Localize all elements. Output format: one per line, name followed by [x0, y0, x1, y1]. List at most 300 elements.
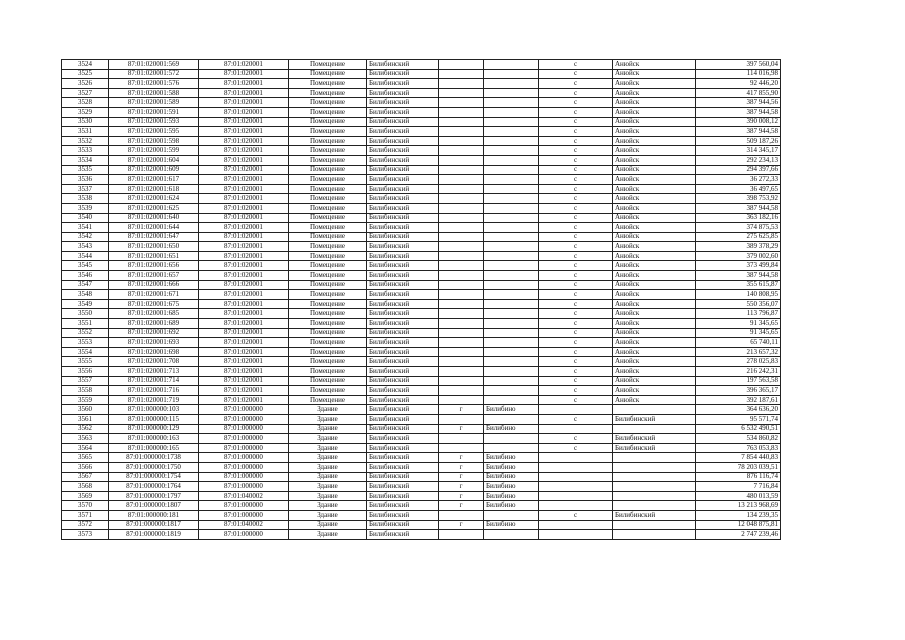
table-row	[62, 319, 781, 329]
cadastral-block-cell: 87:01:020001	[199, 319, 289, 329]
object-type-cell: Помещение	[289, 290, 367, 300]
object-type-cell: Помещение	[289, 146, 367, 156]
cadastral-value-cell: 374 875,53	[696, 223, 781, 233]
city-name-cell	[484, 69, 539, 79]
settlement-name-cell: Билибинский	[613, 510, 696, 520]
city-name-cell	[484, 213, 539, 223]
cadastral-value-table	[61, 59, 781, 540]
settlement-type-cell	[539, 501, 613, 511]
settlement-name-cell: Анюйск	[613, 299, 696, 309]
settlement-name-cell: Анюйск	[613, 395, 696, 405]
object-type-cell: Здание	[289, 462, 367, 472]
city-name-cell	[484, 261, 539, 271]
city-type-cell	[439, 127, 484, 137]
cadastral-number-cell: 87:01:000000:1754	[109, 472, 199, 482]
table-row	[62, 88, 781, 98]
object-type-cell: Помещение	[289, 184, 367, 194]
cadastral-value-cell: 373 499,84	[696, 261, 781, 271]
city-name-cell: Билибино	[484, 520, 539, 530]
district-cell: Билибинский	[367, 530, 439, 540]
table-row	[62, 395, 781, 405]
cadastral-number-cell: 87:01:020001:569	[109, 60, 199, 70]
city-type-cell: г	[439, 424, 484, 434]
cadastral-number-cell: 87:01:020001:599	[109, 146, 199, 156]
object-type-cell: Помещение	[289, 232, 367, 242]
settlement-name-cell: Анюйск	[613, 213, 696, 223]
object-type-cell: Здание	[289, 414, 367, 424]
city-name-cell	[484, 223, 539, 233]
city-name-cell	[484, 414, 539, 424]
row-number-cell: 3543	[62, 242, 109, 252]
cadastral-value-cell: 550 356,07	[696, 299, 781, 309]
city-name-cell	[484, 328, 539, 338]
district-cell: Билибинский	[367, 367, 439, 377]
city-name-cell	[484, 290, 539, 300]
cadastral-block-cell: 87:01:020001	[199, 367, 289, 377]
object-type-cell: Помещение	[289, 357, 367, 367]
city-type-cell	[439, 347, 484, 357]
cadastral-number-cell: 87:01:000000:1817	[109, 520, 199, 530]
settlement-name-cell: Анюйск	[613, 271, 696, 281]
cadastral-number-cell: 87:01:020001:609	[109, 165, 199, 175]
object-type-cell: Здание	[289, 443, 367, 453]
settlement-name-cell: Анюйск	[613, 309, 696, 319]
city-type-cell	[439, 223, 484, 233]
object-type-cell: Здание	[289, 510, 367, 520]
cadastral-block-cell: 87:01:020001	[199, 261, 289, 271]
row-number-cell: 3564	[62, 443, 109, 453]
cadastral-block-cell: 87:01:020001	[199, 309, 289, 319]
cadastral-number-cell: 87:01:020001:719	[109, 395, 199, 405]
district-cell: Билибинский	[367, 453, 439, 463]
city-name-cell	[484, 175, 539, 185]
district-cell: Билибинский	[367, 165, 439, 175]
cadastral-number-cell: 87:01:020001:640	[109, 213, 199, 223]
district-cell: Билибинский	[367, 395, 439, 405]
object-type-cell: Помещение	[289, 127, 367, 137]
cadastral-block-cell: 87:01:000000	[199, 530, 289, 540]
city-type-cell	[439, 299, 484, 309]
district-cell: Билибинский	[367, 386, 439, 396]
city-type-cell	[439, 60, 484, 70]
cadastral-value-cell: 387 944,58	[696, 107, 781, 117]
row-number-cell: 3561	[62, 414, 109, 424]
cadastral-block-cell: 87:01:000000	[199, 405, 289, 415]
cadastral-block-cell: 87:01:020001	[199, 376, 289, 386]
object-type-cell: Помещение	[289, 194, 367, 204]
city-name-cell: Билибино	[484, 472, 539, 482]
object-type-cell: Помещение	[289, 69, 367, 79]
row-number-cell: 3545	[62, 261, 109, 271]
city-name-cell	[484, 146, 539, 156]
object-type-cell: Здание	[289, 424, 367, 434]
row-number-cell: 3559	[62, 395, 109, 405]
cadastral-number-cell: 87:01:020001:713	[109, 367, 199, 377]
object-type-cell: Помещение	[289, 98, 367, 108]
table-row	[62, 376, 781, 386]
object-type-cell: Помещение	[289, 386, 367, 396]
city-type-cell	[439, 232, 484, 242]
row-number-cell: 3544	[62, 251, 109, 261]
row-number-cell: 3535	[62, 165, 109, 175]
table-row	[62, 453, 781, 463]
district-cell: Билибинский	[367, 127, 439, 137]
cadastral-value-cell: 379 002,60	[696, 251, 781, 261]
district-cell: Билибинский	[367, 472, 439, 482]
cadastral-value-cell: 278 025,83	[696, 357, 781, 367]
row-number-cell: 3573	[62, 530, 109, 540]
district-cell: Билибинский	[367, 261, 439, 271]
table-row	[62, 127, 781, 137]
cadastral-block-cell: 87:01:020001	[199, 194, 289, 204]
settlement-name-cell: Анюйск	[613, 261, 696, 271]
cadastral-value-cell: 114 016,98	[696, 69, 781, 79]
cadastral-number-cell: 87:01:020001:644	[109, 223, 199, 233]
settlement-type-cell: с	[539, 136, 613, 146]
cadastral-block-cell: 87:01:000000	[199, 434, 289, 444]
cadastral-block-cell: 87:01:020001	[199, 136, 289, 146]
settlement-type-cell: с	[539, 107, 613, 117]
row-number-cell: 3528	[62, 98, 109, 108]
cadastral-number-cell: 87:01:020001:598	[109, 136, 199, 146]
district-cell: Билибинский	[367, 146, 439, 156]
settlement-type-cell	[539, 482, 613, 492]
row-number-cell: 3526	[62, 79, 109, 89]
city-name-cell	[484, 319, 539, 329]
cadastral-value-cell: 213 657,32	[696, 347, 781, 357]
table-row	[62, 261, 781, 271]
district-cell: Билибинский	[367, 98, 439, 108]
settlement-name-cell	[613, 472, 696, 482]
row-number-cell: 3532	[62, 136, 109, 146]
cadastral-block-cell: 87:01:020001	[199, 395, 289, 405]
settlement-name-cell	[613, 424, 696, 434]
object-type-cell: Помещение	[289, 299, 367, 309]
cadastral-number-cell: 87:01:020001:689	[109, 319, 199, 329]
settlement-name-cell: Анюйск	[613, 175, 696, 185]
cadastral-number-cell: 87:01:020001:656	[109, 261, 199, 271]
row-number-cell: 3562	[62, 424, 109, 434]
object-type-cell: Помещение	[289, 79, 367, 89]
table-row	[62, 175, 781, 185]
cadastral-value-cell: 534 860,82	[696, 434, 781, 444]
cadastral-value-cell: 509 187,26	[696, 136, 781, 146]
cadastral-number-cell: 87:01:020001:618	[109, 184, 199, 194]
settlement-type-cell: с	[539, 328, 613, 338]
object-type-cell: Помещение	[289, 242, 367, 252]
settlement-name-cell: Анюйск	[613, 319, 696, 329]
settlement-type-cell: с	[539, 194, 613, 204]
settlement-name-cell	[613, 501, 696, 511]
city-name-cell	[484, 242, 539, 252]
cadastral-value-cell: 197 563,58	[696, 376, 781, 386]
table-row	[62, 347, 781, 357]
object-type-cell: Помещение	[289, 251, 367, 261]
settlement-type-cell: с	[539, 213, 613, 223]
settlement-type-cell: с	[539, 338, 613, 348]
cadastral-number-cell: 87:01:020001:593	[109, 117, 199, 127]
table-row	[62, 136, 781, 146]
cadastral-block-cell: 87:01:020001	[199, 79, 289, 89]
table-row	[62, 242, 781, 252]
settlement-name-cell: Анюйск	[613, 98, 696, 108]
cadastral-block-cell: 87:01:020001	[199, 155, 289, 165]
district-cell: Билибинский	[367, 491, 439, 501]
settlement-type-cell: с	[539, 319, 613, 329]
city-name-cell	[484, 136, 539, 146]
table-row	[62, 213, 781, 223]
cadastral-block-cell: 87:01:020001	[199, 107, 289, 117]
city-name-cell	[484, 338, 539, 348]
table-row	[62, 184, 781, 194]
district-cell: Билибинский	[367, 223, 439, 233]
table-row	[62, 232, 781, 242]
city-type-cell	[439, 184, 484, 194]
table-row	[62, 299, 781, 309]
city-type-cell	[439, 414, 484, 424]
cadastral-number-cell: 87:01:000000:165	[109, 443, 199, 453]
cadastral-block-cell: 87:01:020001	[199, 223, 289, 233]
city-type-cell	[439, 251, 484, 261]
cadastral-block-cell: 87:01:020001	[199, 146, 289, 156]
row-number-cell: 3554	[62, 347, 109, 357]
settlement-name-cell	[613, 405, 696, 415]
cadastral-number-cell: 87:01:020001:572	[109, 69, 199, 79]
city-type-cell	[439, 510, 484, 520]
settlement-name-cell: Анюйск	[613, 251, 696, 261]
district-cell: Билибинский	[367, 280, 439, 290]
city-name-cell	[484, 251, 539, 261]
settlement-type-cell	[539, 462, 613, 472]
cadastral-number-cell: 87:01:020001:675	[109, 299, 199, 309]
cadastral-number-cell: 87:01:020001:692	[109, 328, 199, 338]
settlement-type-cell	[539, 453, 613, 463]
cadastral-number-cell: 87:01:020001:708	[109, 357, 199, 367]
object-type-cell: Здание	[289, 491, 367, 501]
district-cell: Билибинский	[367, 319, 439, 329]
cadastral-number-cell: 87:01:000000:1819	[109, 530, 199, 540]
city-name-cell: Билибино	[484, 462, 539, 472]
cadastral-number-cell: 87:01:020001:685	[109, 309, 199, 319]
cadastral-block-cell: 87:01:020001	[199, 203, 289, 213]
cadastral-number-cell: 87:01:020001:647	[109, 232, 199, 242]
city-name-cell: Билибино	[484, 453, 539, 463]
settlement-type-cell: с	[539, 127, 613, 137]
settlement-name-cell: Анюйск	[613, 117, 696, 127]
city-type-cell	[439, 530, 484, 540]
district-cell: Билибинский	[367, 271, 439, 281]
row-number-cell: 3567	[62, 472, 109, 482]
district-cell: Билибинский	[367, 242, 439, 252]
settlement-type-cell: с	[539, 165, 613, 175]
table-row	[62, 520, 781, 530]
district-cell: Билибинский	[367, 60, 439, 70]
settlement-type-cell: с	[539, 203, 613, 213]
cadastral-value-cell: 396 365,17	[696, 386, 781, 396]
cadastral-value-cell: 876 116,74	[696, 472, 781, 482]
city-type-cell	[439, 290, 484, 300]
table-row	[62, 117, 781, 127]
cadastral-block-cell: 87:01:000000	[199, 453, 289, 463]
table-row	[62, 424, 781, 434]
settlement-name-cell: Анюйск	[613, 347, 696, 357]
city-type-cell	[439, 175, 484, 185]
settlement-type-cell: с	[539, 309, 613, 319]
settlement-type-cell: с	[539, 184, 613, 194]
cadastral-block-cell: 87:01:000000	[199, 462, 289, 472]
settlement-type-cell: с	[539, 146, 613, 156]
city-type-cell	[439, 194, 484, 204]
row-number-cell: 3531	[62, 127, 109, 137]
object-type-cell: Помещение	[289, 338, 367, 348]
settlement-type-cell: с	[539, 443, 613, 453]
settlement-type-cell: с	[539, 223, 613, 233]
district-cell: Билибинский	[367, 175, 439, 185]
cadastral-value-cell: 7 716,84	[696, 482, 781, 492]
cadastral-number-cell: 87:01:000000:129	[109, 424, 199, 434]
object-type-cell: Помещение	[289, 203, 367, 213]
settlement-name-cell: Анюйск	[613, 194, 696, 204]
city-type-cell	[439, 69, 484, 79]
city-type-cell: г	[439, 472, 484, 482]
cadastral-block-cell: 87:01:020001	[199, 165, 289, 175]
cadastral-value-cell: 417 855,90	[696, 88, 781, 98]
city-name-cell	[484, 155, 539, 165]
cadastral-block-cell: 87:01:040002	[199, 520, 289, 530]
cadastral-value-cell: 355 615,87	[696, 280, 781, 290]
object-type-cell: Помещение	[289, 395, 367, 405]
row-number-cell: 3538	[62, 194, 109, 204]
cadastral-block-cell: 87:01:000000	[199, 443, 289, 453]
cadastral-number-cell: 87:01:020001:716	[109, 386, 199, 396]
cadastral-block-cell: 87:01:020001	[199, 271, 289, 281]
row-number-cell: 3540	[62, 213, 109, 223]
row-number-cell: 3553	[62, 338, 109, 348]
table-row	[62, 501, 781, 511]
object-type-cell: Здание	[289, 530, 367, 540]
row-number-cell: 3525	[62, 69, 109, 79]
cadastral-value-cell: 91 345,65	[696, 319, 781, 329]
cadastral-block-cell: 87:01:020001	[199, 60, 289, 70]
district-cell: Билибинский	[367, 232, 439, 242]
table-row	[62, 434, 781, 444]
city-name-cell	[484, 530, 539, 540]
city-type-cell: г	[439, 453, 484, 463]
table-row	[62, 146, 781, 156]
settlement-type-cell	[539, 530, 613, 540]
cadastral-value-cell: 294 397,66	[696, 165, 781, 175]
cadastral-number-cell: 87:01:000000:163	[109, 434, 199, 444]
city-type-cell: г	[439, 491, 484, 501]
cadastral-number-cell: 87:01:000000:1750	[109, 462, 199, 472]
settlement-name-cell: Анюйск	[613, 88, 696, 98]
city-type-cell	[439, 146, 484, 156]
cadastral-value-cell: 363 182,16	[696, 213, 781, 223]
cadastral-block-cell: 87:01:020001	[199, 88, 289, 98]
table-row	[62, 223, 781, 233]
settlement-name-cell	[613, 520, 696, 530]
city-type-cell	[439, 242, 484, 252]
city-name-cell	[484, 395, 539, 405]
object-type-cell: Здание	[289, 482, 367, 492]
table-row	[62, 414, 781, 424]
table-row	[62, 251, 781, 261]
city-name-cell	[484, 280, 539, 290]
cadastral-block-cell: 87:01:020001	[199, 386, 289, 396]
cadastral-block-cell: 87:01:020001	[199, 347, 289, 357]
settlement-type-cell: с	[539, 98, 613, 108]
row-number-cell: 3534	[62, 155, 109, 165]
cadastral-value-cell: 78 203 039,51	[696, 462, 781, 472]
row-number-cell: 3549	[62, 299, 109, 309]
settlement-name-cell	[613, 491, 696, 501]
cadastral-value-cell: 387 944,58	[696, 203, 781, 213]
table-row	[62, 203, 781, 213]
row-number-cell: 3547	[62, 280, 109, 290]
city-name-cell	[484, 443, 539, 453]
settlement-name-cell: Анюйск	[613, 232, 696, 242]
cadastral-block-cell: 87:01:020001	[199, 251, 289, 261]
city-name-cell	[484, 386, 539, 396]
settlement-name-cell: Анюйск	[613, 376, 696, 386]
city-name-cell	[484, 367, 539, 377]
object-type-cell: Помещение	[289, 261, 367, 271]
cadastral-number-cell: 87:01:020001:693	[109, 338, 199, 348]
district-cell: Билибинский	[367, 299, 439, 309]
cadastral-value-cell: 314 345,17	[696, 146, 781, 156]
settlement-type-cell: с	[539, 69, 613, 79]
cadastral-value-cell: 397 560,04	[696, 60, 781, 70]
cadastral-value-cell: 65 740,11	[696, 338, 781, 348]
table-row	[62, 405, 781, 415]
object-type-cell: Здание	[289, 472, 367, 482]
row-number-cell: 3571	[62, 510, 109, 520]
city-name-cell	[484, 376, 539, 386]
city-type-cell	[439, 98, 484, 108]
settlement-type-cell: с	[539, 357, 613, 367]
cadastral-block-cell: 87:01:020001	[199, 357, 289, 367]
object-type-cell: Здание	[289, 501, 367, 511]
settlement-type-cell: с	[539, 175, 613, 185]
cadastral-number-cell: 87:01:020001:624	[109, 194, 199, 204]
table-row	[62, 510, 781, 520]
settlement-name-cell	[613, 530, 696, 540]
cadastral-value-cell: 364 636,20	[696, 405, 781, 415]
cadastral-value-cell: 216 242,31	[696, 367, 781, 377]
settlement-name-cell	[613, 453, 696, 463]
settlement-name-cell	[613, 462, 696, 472]
district-cell: Билибинский	[367, 69, 439, 79]
settlement-type-cell: с	[539, 386, 613, 396]
settlement-type-cell: с	[539, 117, 613, 127]
city-name-cell	[484, 117, 539, 127]
cadastral-value-cell: 387 944,56	[696, 98, 781, 108]
cadastral-value-cell: 390 008,12	[696, 117, 781, 127]
table-row	[62, 98, 781, 108]
table-row	[62, 386, 781, 396]
settlement-type-cell	[539, 424, 613, 434]
city-type-cell	[439, 357, 484, 367]
table-row	[62, 443, 781, 453]
settlement-name-cell: Анюйск	[613, 60, 696, 70]
cadastral-block-cell: 87:01:020001	[199, 117, 289, 127]
district-cell: Билибинский	[367, 251, 439, 261]
object-type-cell: Помещение	[289, 328, 367, 338]
object-type-cell: Помещение	[289, 309, 367, 319]
cadastral-block-cell: 87:01:020001	[199, 184, 289, 194]
row-number-cell: 3550	[62, 309, 109, 319]
city-type-cell	[439, 261, 484, 271]
